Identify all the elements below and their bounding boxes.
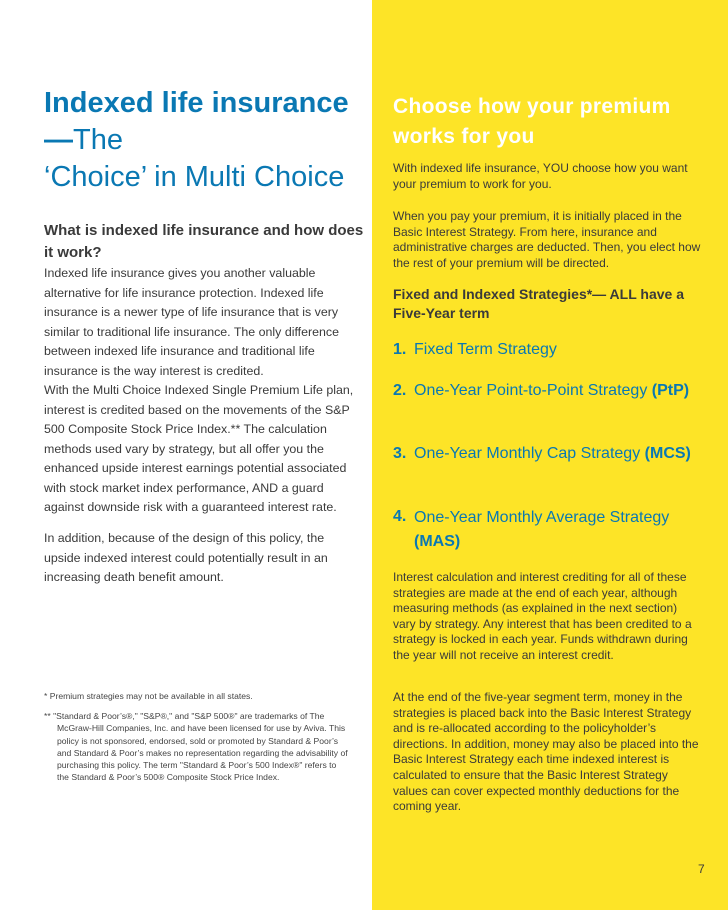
strategy-abbreviation: (MCS) [644,445,691,462]
right-intro: With indexed life insurance, YOU choose how you want your premium to work for you. [393,161,688,191]
title-the: The [73,124,123,156]
strategy-number: 1. [393,341,407,358]
strategy-abbreviation: (MAS) [414,533,461,550]
body-paragraph-3: In addition, because of the design of this policy, the upside indexed interest could potentially result in an increasing death benefit amount. [44,531,328,584]
strategy-name: Fixed Term Strategy [414,341,557,358]
strategy-text [414,339,693,360]
title-rest: ‘Choice’ in Multi Choice [44,161,345,193]
title-bold: Indexed life insurance [44,87,349,119]
strategy-number: 3. [393,445,407,462]
right-paragraph-4: At the end of the five-year segment term, money in the strategies is placed back into the Basic Interest Strategy and is re-allocated according to the policyholder’s directions. In addition, money may also be placed into the Basic Interest Strategy each time indexed interest is calculated to ensure that the Basic Interest Strategy values can cover expected monthly deductions for the coming year. [393,690,699,814]
strategy-abbreviation: (PtP) [651,382,690,399]
body-paragraph-2: With the Multi Choice Indexed Single Premium Life plan, interest is credited based on the movements of the S&P 500 Composite Stock Price Index.** The calculation methods used vary by strategy, but all offer you the enhanced upside interest earnings potential associated with stock market index performance, AND a guard against downside risk with a guaranteed interest rate. [44,383,354,514]
title-dash: — [44,124,73,156]
strategy-item [393,443,693,464]
footnote-1: * Premium strategies may not be available in all states. [44,691,253,701]
strategies-heading: Fixed and Indexed Strategies*— ALL have a Five-Year term [393,286,684,321]
strategy-item [393,339,693,360]
footnote-2: ** "Standard & Poor’s®," "S&P®," and "S&P 500®" are trademarks of The McGraw-Hill Companies, Inc. and have been licensed for use by Aviva. This policy is not sponsored, endorsed, sold or promoted by Standard & Poor’s and Standard & Poor’s makes no representation regarding the advisability of purchasing this policy. The term "Standard & Poor’s 500 Index®" refers to the Standard & Poor’s 500® Composite Stock Price Index. [44,711,348,783]
right-paragraph-2: When you pay your premium, it is initially placed in the Basic Interest Strategy. From here, insurance and administrative charges are deducted. Then, you elect how the rest of your premium will be directed. [393,209,701,270]
strategy-text [414,380,693,401]
strategy-number: 2. [393,382,407,399]
footnotes [44,690,349,791]
body-paragraph-1: Indexed life insurance gives you another valuable alternative for life insurance protection. Indexed life insurance is a newer type of life insurance that is very similar to traditional life insurance. The only difference between indexed life insurance and traditional life insurance is the way interest is credited. [44,266,340,378]
strategy-item [393,380,693,401]
section-subheading: What is indexed life insurance and how does it work? [44,222,364,261]
strategy-text [414,506,693,554]
strategy-text [414,443,693,464]
page-number: 7 [698,862,705,876]
right-paragraph-3: Interest calculation and interest crediting for all of these strategies are made at the end of each year, although measuring methods (as explained in the next section) vary by strategy. Any interest that has been credited to a strategy is locked in each year. Funds withdrawn during the year will not receive an interest credit. [393,570,692,662]
right-column-title: Choose how your premium works for you [393,95,671,148]
strategy-item [393,506,693,554]
strategy-name: One-Year Point-to-Point Strategy [414,382,648,399]
page-title [44,85,374,196]
strategy-name: One-Year Monthly Average Strategy [414,509,670,526]
strategy-name: One-Year Monthly Cap Strategy [414,445,641,462]
strategy-number: 4. [393,508,407,525]
